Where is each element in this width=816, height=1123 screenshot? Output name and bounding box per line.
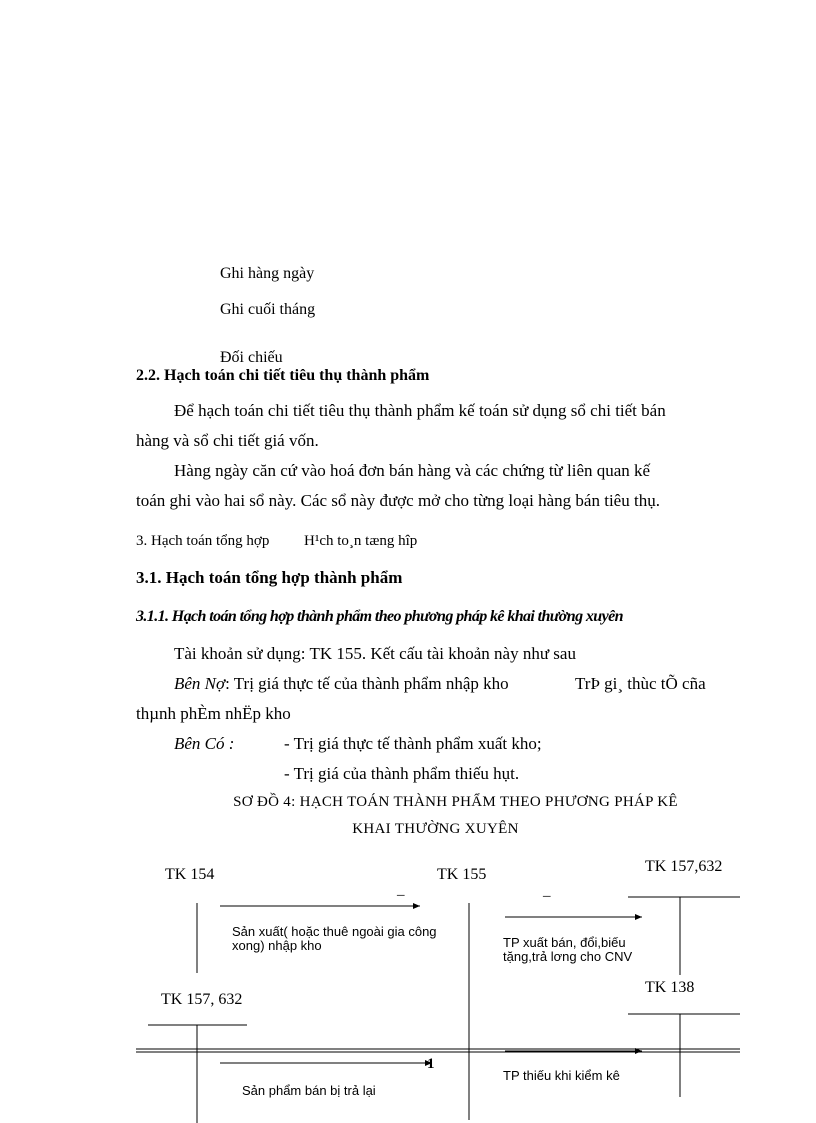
diagram-title-line2: KHAI THƯỜNG XUYÊN <box>352 821 519 837</box>
tk154-label: TK 154 <box>165 866 215 883</box>
tk157-632-left-label: TK 157, 632 <box>161 991 243 1008</box>
credit-item-2: - Trị giá của thành phẩm thiếu hụt. <box>284 764 520 783</box>
account-line: Tài khoản sử dụng: TK 155. Kết cấu tài khoản này như sau <box>174 644 576 663</box>
flow-produce-label: Sản xuất( hoặc thuê ngoài gia công xong) nhập kho <box>232 924 437 953</box>
legend-monthly: Ghi cuối tháng <box>220 301 316 318</box>
para2-line1: Hàng ngày căn cứ vào hoá đơn bán hàng và các chứng từ liên quan kế <box>174 461 651 480</box>
flow-missing-label: TP thiếu khi kiểm kê <box>503 1068 620 1083</box>
diagram-title-line1: SƠ ĐỒ 4: HẠCH TOÁN THÀNH PHẨM THEO PHƯƠNG PHÁP KÊ <box>233 794 678 810</box>
debit-garbled: TrÞ gi¸ thùc tÕ cña <box>575 674 706 693</box>
mark-1: 1 <box>427 1056 435 1072</box>
flow-return-label: Sản phẩm bán bị trả lại <box>242 1083 376 1098</box>
para2-line2: toán ghi vào hai sổ này. Các sổ này được mở cho từng loại hàng bán tiêu thụ. <box>136 491 660 510</box>
tk155-label: TK 155 <box>437 866 487 883</box>
debit-label: Bên Nợ <box>174 674 226 693</box>
legend-daily: Ghi hàng ngày <box>220 265 315 282</box>
credit-label: Bên Có : <box>174 734 235 753</box>
section-3-1-1-heading: 3.1.1. Hạch toán tổng hợp thành phẩm theo phương pháp kê khai thường xuyên <box>136 608 623 625</box>
flow-sell-label: TP xuất bán, đổi,biếu tặng,trả lơng cho CNV <box>503 935 633 964</box>
mark-dash-2: _ <box>543 883 551 899</box>
credit-item-1: - Trị giá thực tế thành phẩm xuất kho; <box>284 734 542 753</box>
debit-text: : Trị giá thực tế của thành phẩm nhập kho <box>225 674 509 693</box>
debit-garbled-2: thµnh phÈm nhËp kho <box>136 704 291 723</box>
legend-compare: Đối chiếu <box>220 349 283 366</box>
section-3-1-heading: 3.1. Hạch toán tổng hợp thành phẩm <box>136 568 403 587</box>
mark-dash-1: _ <box>397 882 405 898</box>
tk157-632-right-label: TK 157,632 <box>645 858 723 875</box>
section-3-heading: 3. Hạch toán tổng hợp <box>136 533 270 549</box>
section-3-heading-garbled: H¹ch to¸n tæng hîp <box>304 533 418 549</box>
para1-line1: Để hạch toán chi tiết tiêu thụ thành phẩm kế toán sử dụng sổ chi tiết bán <box>174 401 666 420</box>
section-2-2-heading: 2.2. Hạch toán chi tiết tiêu thụ thành phẩm <box>136 367 430 384</box>
para1-line2: hàng và sổ chi tiết giá vốn. <box>136 431 319 450</box>
tk138-label: TK 138 <box>645 979 695 996</box>
